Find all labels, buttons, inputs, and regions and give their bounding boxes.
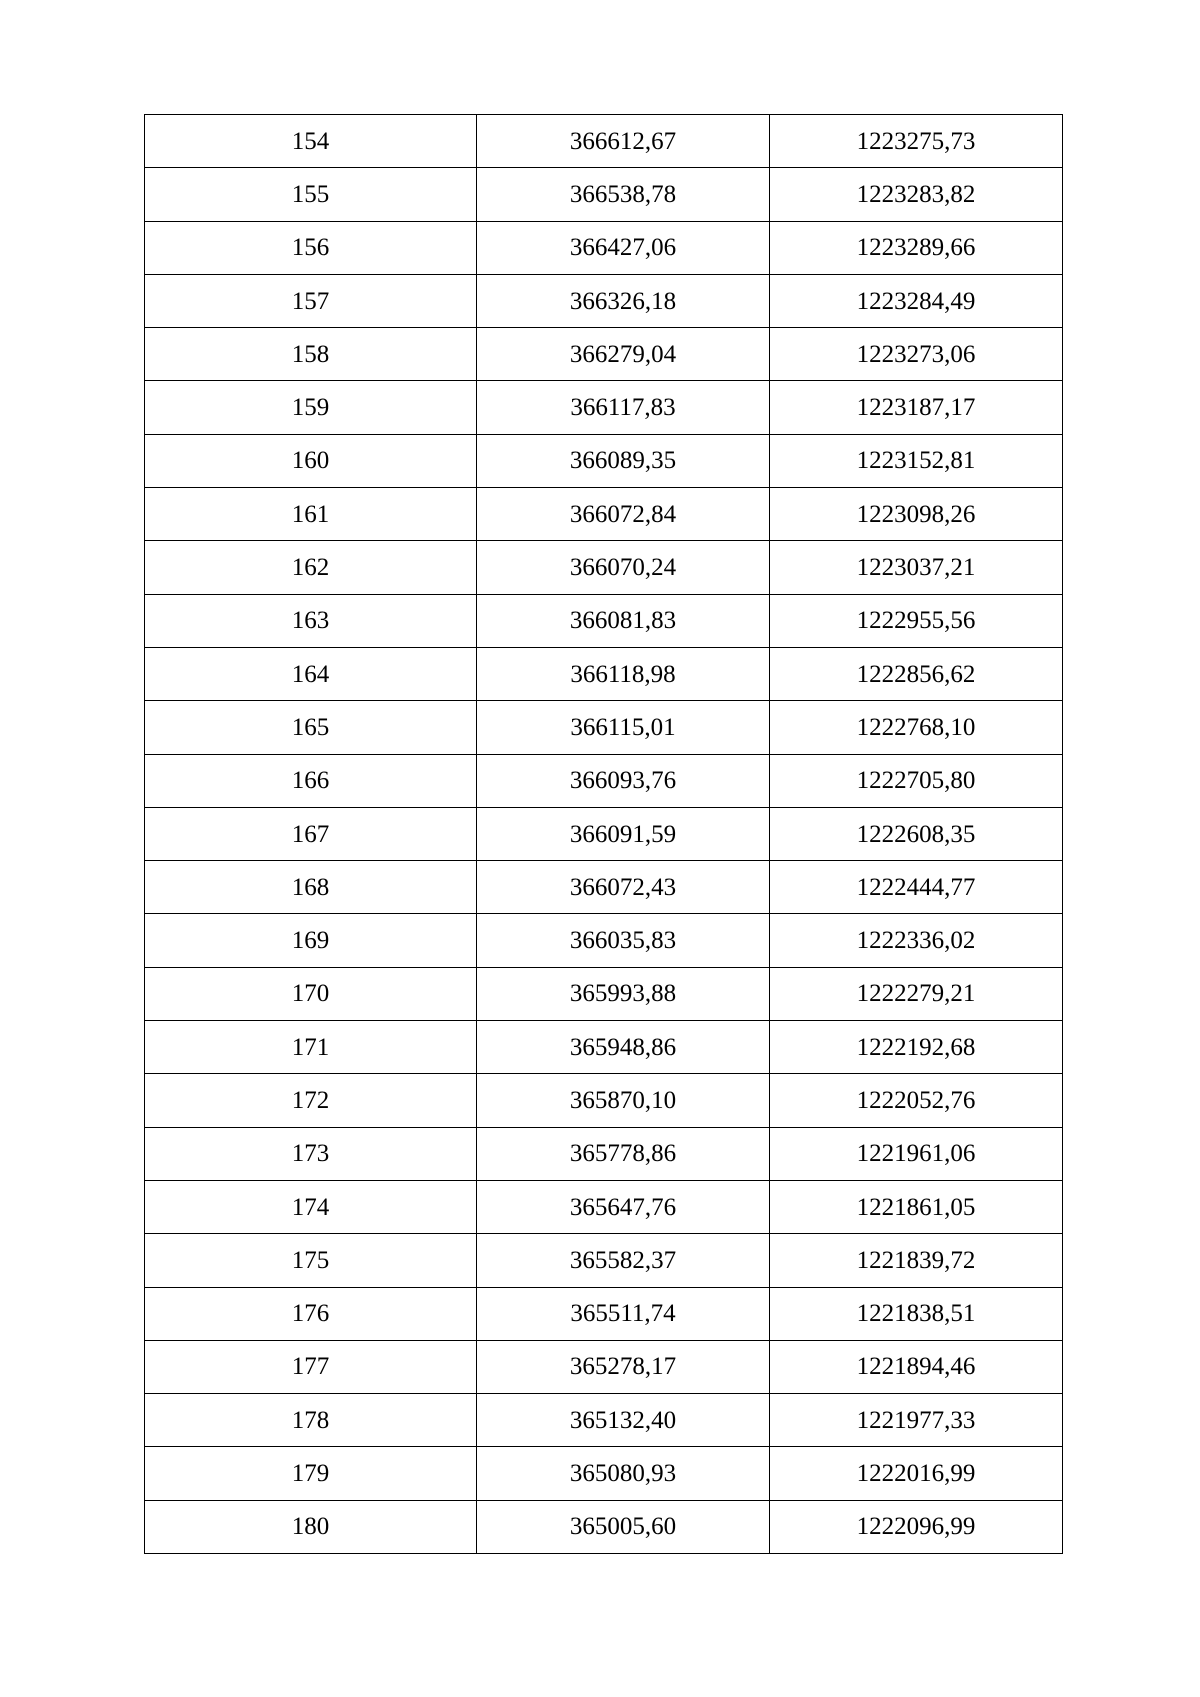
y-coordinate-cell: 1223187,17 bbox=[770, 381, 1063, 434]
x-coordinate-cell: 365278,17 bbox=[477, 1340, 770, 1393]
point-number-cell: 177 bbox=[145, 1340, 477, 1393]
table-row bbox=[145, 807, 1063, 860]
x-coordinate-cell: 366089,35 bbox=[477, 434, 770, 487]
x-coordinate-cell: 366072,43 bbox=[477, 861, 770, 914]
point-number-cell: 173 bbox=[145, 1127, 477, 1180]
y-coordinate-cell: 1223284,49 bbox=[770, 274, 1063, 327]
table-row bbox=[145, 1074, 1063, 1127]
table-row bbox=[145, 1180, 1063, 1233]
table-row bbox=[145, 914, 1063, 967]
table-row bbox=[145, 594, 1063, 647]
table-row bbox=[145, 434, 1063, 487]
y-coordinate-cell: 1223273,06 bbox=[770, 328, 1063, 381]
table-row bbox=[145, 1021, 1063, 1074]
x-coordinate-cell: 366035,83 bbox=[477, 914, 770, 967]
point-number-cell: 170 bbox=[145, 967, 477, 1020]
x-coordinate-cell: 365080,93 bbox=[477, 1447, 770, 1500]
table-row bbox=[145, 1447, 1063, 1500]
x-coordinate-cell: 365132,40 bbox=[477, 1394, 770, 1447]
table-row bbox=[145, 541, 1063, 594]
y-coordinate-cell: 1223098,26 bbox=[770, 488, 1063, 541]
point-number-cell: 180 bbox=[145, 1500, 477, 1553]
y-coordinate-cell: 1221861,05 bbox=[770, 1180, 1063, 1233]
y-coordinate-cell: 1221894,46 bbox=[770, 1340, 1063, 1393]
y-coordinate-cell: 1221977,33 bbox=[770, 1394, 1063, 1447]
y-coordinate-cell: 1222279,21 bbox=[770, 967, 1063, 1020]
table-row bbox=[145, 221, 1063, 274]
x-coordinate-cell: 366427,06 bbox=[477, 221, 770, 274]
x-coordinate-cell: 366279,04 bbox=[477, 328, 770, 381]
point-number-cell: 171 bbox=[145, 1021, 477, 1074]
x-coordinate-cell: 366081,83 bbox=[477, 594, 770, 647]
x-coordinate-cell: 366118,98 bbox=[477, 647, 770, 700]
y-coordinate-cell: 1221838,51 bbox=[770, 1287, 1063, 1340]
y-coordinate-cell: 1222768,10 bbox=[770, 701, 1063, 754]
x-coordinate-cell: 366612,67 bbox=[477, 115, 770, 168]
point-number-cell: 175 bbox=[145, 1234, 477, 1287]
point-number-cell: 166 bbox=[145, 754, 477, 807]
y-coordinate-cell: 1223283,82 bbox=[770, 168, 1063, 221]
table-row bbox=[145, 1234, 1063, 1287]
coordinates-table-body bbox=[145, 115, 1063, 1554]
table-row bbox=[145, 1394, 1063, 1447]
table-row bbox=[145, 967, 1063, 1020]
table-row bbox=[145, 701, 1063, 754]
x-coordinate-cell: 366326,18 bbox=[477, 274, 770, 327]
x-coordinate-cell: 365948,86 bbox=[477, 1021, 770, 1074]
x-coordinate-cell: 365511,74 bbox=[477, 1287, 770, 1340]
y-coordinate-cell: 1222444,77 bbox=[770, 861, 1063, 914]
table-row bbox=[145, 861, 1063, 914]
x-coordinate-cell: 366072,84 bbox=[477, 488, 770, 541]
point-number-cell: 156 bbox=[145, 221, 477, 274]
point-number-cell: 162 bbox=[145, 541, 477, 594]
y-coordinate-cell: 1223289,66 bbox=[770, 221, 1063, 274]
point-number-cell: 176 bbox=[145, 1287, 477, 1340]
x-coordinate-cell: 365870,10 bbox=[477, 1074, 770, 1127]
point-number-cell: 167 bbox=[145, 807, 477, 860]
point-number-cell: 174 bbox=[145, 1180, 477, 1233]
y-coordinate-cell: 1222608,35 bbox=[770, 807, 1063, 860]
x-coordinate-cell: 366538,78 bbox=[477, 168, 770, 221]
point-number-cell: 160 bbox=[145, 434, 477, 487]
x-coordinate-cell: 366115,01 bbox=[477, 701, 770, 754]
y-coordinate-cell: 1221961,06 bbox=[770, 1127, 1063, 1180]
table-row bbox=[145, 115, 1063, 168]
x-coordinate-cell: 366093,76 bbox=[477, 754, 770, 807]
point-number-cell: 158 bbox=[145, 328, 477, 381]
x-coordinate-cell: 365647,76 bbox=[477, 1180, 770, 1233]
table-row bbox=[145, 754, 1063, 807]
point-number-cell: 172 bbox=[145, 1074, 477, 1127]
point-number-cell: 165 bbox=[145, 701, 477, 754]
y-coordinate-cell: 1222955,56 bbox=[770, 594, 1063, 647]
y-coordinate-cell: 1222096,99 bbox=[770, 1500, 1063, 1553]
coordinates-table bbox=[144, 114, 1063, 1554]
table-row bbox=[145, 274, 1063, 327]
table-row bbox=[145, 1127, 1063, 1180]
y-coordinate-cell: 1223275,73 bbox=[770, 115, 1063, 168]
table-row bbox=[145, 1500, 1063, 1553]
point-number-cell: 178 bbox=[145, 1394, 477, 1447]
point-number-cell: 179 bbox=[145, 1447, 477, 1500]
x-coordinate-cell: 366117,83 bbox=[477, 381, 770, 434]
point-number-cell: 169 bbox=[145, 914, 477, 967]
point-number-cell: 161 bbox=[145, 488, 477, 541]
table-row bbox=[145, 1340, 1063, 1393]
table-row bbox=[145, 647, 1063, 700]
point-number-cell: 159 bbox=[145, 381, 477, 434]
table-row bbox=[145, 488, 1063, 541]
point-number-cell: 155 bbox=[145, 168, 477, 221]
y-coordinate-cell: 1222336,02 bbox=[770, 914, 1063, 967]
point-number-cell: 154 bbox=[145, 115, 477, 168]
x-coordinate-cell: 365582,37 bbox=[477, 1234, 770, 1287]
y-coordinate-cell: 1222052,76 bbox=[770, 1074, 1063, 1127]
x-coordinate-cell: 366091,59 bbox=[477, 807, 770, 860]
x-coordinate-cell: 365778,86 bbox=[477, 1127, 770, 1180]
y-coordinate-cell: 1222192,68 bbox=[770, 1021, 1063, 1074]
table-row bbox=[145, 328, 1063, 381]
y-coordinate-cell: 1221839,72 bbox=[770, 1234, 1063, 1287]
table-row bbox=[145, 168, 1063, 221]
point-number-cell: 164 bbox=[145, 647, 477, 700]
table-row bbox=[145, 1287, 1063, 1340]
point-number-cell: 163 bbox=[145, 594, 477, 647]
y-coordinate-cell: 1223152,81 bbox=[770, 434, 1063, 487]
table-row bbox=[145, 381, 1063, 434]
y-coordinate-cell: 1223037,21 bbox=[770, 541, 1063, 594]
y-coordinate-cell: 1222856,62 bbox=[770, 647, 1063, 700]
point-number-cell: 157 bbox=[145, 274, 477, 327]
x-coordinate-cell: 366070,24 bbox=[477, 541, 770, 594]
y-coordinate-cell: 1222016,99 bbox=[770, 1447, 1063, 1500]
x-coordinate-cell: 365993,88 bbox=[477, 967, 770, 1020]
x-coordinate-cell: 365005,60 bbox=[477, 1500, 770, 1553]
point-number-cell: 168 bbox=[145, 861, 477, 914]
y-coordinate-cell: 1222705,80 bbox=[770, 754, 1063, 807]
